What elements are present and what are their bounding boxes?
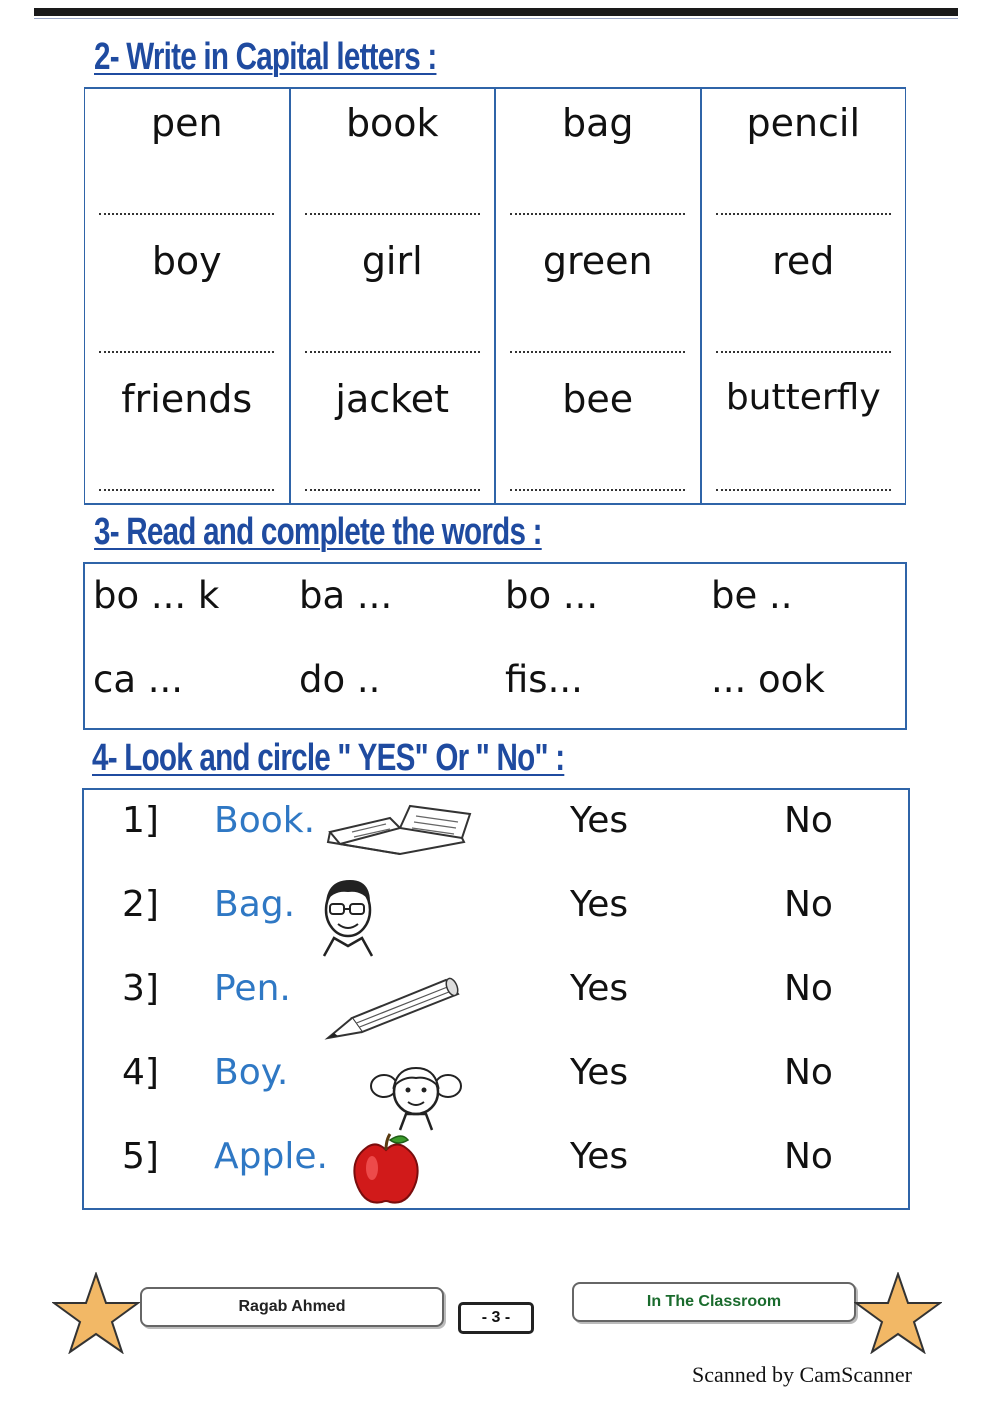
word-cell — [702, 89, 906, 227]
no-option[interactable]: No — [784, 968, 833, 1009]
word-cell — [496, 227, 700, 365]
open-book-icon — [324, 792, 474, 862]
question-number: 2] — [122, 884, 159, 925]
yes-option[interactable]: Yes — [570, 884, 629, 925]
complete-words-box — [83, 562, 907, 730]
yes-option[interactable]: Yes — [570, 1136, 629, 1177]
word-cell — [702, 227, 906, 365]
word: bee — [562, 377, 634, 421]
answer-line[interactable] — [305, 213, 480, 215]
question-word: Boy. — [214, 1052, 289, 1093]
question-row — [84, 1042, 908, 1126]
grid-column — [701, 87, 907, 505]
word: book — [345, 101, 439, 145]
word-cell — [496, 365, 700, 503]
word-fragment[interactable]: be .. — [711, 574, 793, 617]
pencil-icon — [324, 974, 464, 1040]
word-fragment[interactable]: fis... — [505, 658, 583, 701]
answer-line[interactable] — [99, 489, 274, 491]
author-label: Ragab Ahmed — [140, 1287, 444, 1327]
question-row — [84, 874, 908, 958]
word-cell — [85, 89, 289, 227]
word-cell — [496, 89, 700, 227]
look-and-circle-box — [82, 788, 910, 1210]
word: red — [772, 239, 835, 283]
word: jacket — [335, 377, 450, 421]
section2-heading: 2- Write in Capital letters : — [94, 36, 437, 78]
answer-line[interactable] — [99, 213, 274, 215]
word: friends — [121, 377, 253, 421]
word-cell — [291, 365, 495, 503]
girl-face-icon — [368, 1060, 464, 1132]
yes-option[interactable]: Yes — [570, 968, 629, 1009]
answer-line[interactable] — [510, 351, 685, 353]
answer-line[interactable] — [716, 213, 891, 215]
page-number: - 3 - — [458, 1302, 534, 1334]
answer-line[interactable] — [716, 351, 891, 353]
question-word: Apple. — [214, 1136, 328, 1177]
grid-column — [495, 87, 701, 505]
word-cell — [291, 89, 495, 227]
question-row — [84, 790, 908, 874]
question-word: Bag. — [214, 884, 296, 925]
question-word: Pen. — [214, 968, 291, 1009]
question-row — [84, 1126, 908, 1210]
answer-line[interactable] — [716, 489, 891, 491]
word: bag — [561, 101, 634, 145]
question-row — [84, 958, 908, 1042]
unit-title: In The Classroom — [572, 1282, 856, 1322]
question-number: 4] — [122, 1052, 159, 1093]
grid-column — [290, 87, 496, 505]
star-icon — [854, 1272, 942, 1354]
boy-with-glasses-icon — [310, 872, 382, 964]
scanner-watermark: Scanned by CamScanner — [692, 1362, 912, 1387]
answer-line[interactable] — [99, 351, 274, 353]
word: butterfly — [725, 377, 881, 418]
yes-option[interactable]: Yes — [570, 800, 629, 841]
grid-column — [84, 87, 290, 505]
word-fragment[interactable]: ... ook — [711, 658, 825, 701]
section4-heading: 4- Look and circle " YES" Or " No" : — [92, 737, 565, 779]
word: pen — [150, 101, 223, 145]
question-word: Book. — [214, 800, 316, 841]
star-icon — [52, 1272, 140, 1354]
word-fragment[interactable]: ca ... — [93, 658, 184, 701]
capital-letters-grid — [84, 87, 906, 505]
word: green — [542, 239, 653, 283]
word-fragment[interactable]: bo ... k — [93, 574, 220, 617]
word: girl — [361, 239, 423, 283]
apple-icon — [346, 1130, 426, 1210]
answer-line[interactable] — [305, 489, 480, 491]
top-rule-thin — [34, 18, 958, 19]
no-option[interactable]: No — [784, 800, 833, 841]
no-option[interactable]: No — [784, 1052, 833, 1093]
word-cell — [85, 365, 289, 503]
top-rule — [34, 8, 958, 16]
question-number: 5] — [122, 1136, 159, 1177]
question-number: 3] — [122, 968, 159, 1009]
word-fragment[interactable]: bo ... — [505, 574, 599, 617]
question-number: 1] — [122, 800, 159, 841]
word-cell — [291, 227, 495, 365]
word-fragment[interactable]: ba ... — [299, 574, 393, 617]
no-option[interactable]: No — [784, 1136, 833, 1177]
word-cell — [702, 365, 906, 503]
word-cell — [85, 227, 289, 365]
no-option[interactable]: No — [784, 884, 833, 925]
answer-line[interactable] — [510, 213, 685, 215]
word-fragment[interactable]: do .. — [299, 658, 381, 701]
section3-heading: 3- Read and complete the words : — [94, 511, 542, 553]
word: pencil — [746, 101, 861, 145]
answer-line[interactable] — [305, 351, 480, 353]
answer-line[interactable] — [510, 489, 685, 491]
yes-option[interactable]: Yes — [570, 1052, 629, 1093]
word: boy — [151, 239, 222, 283]
